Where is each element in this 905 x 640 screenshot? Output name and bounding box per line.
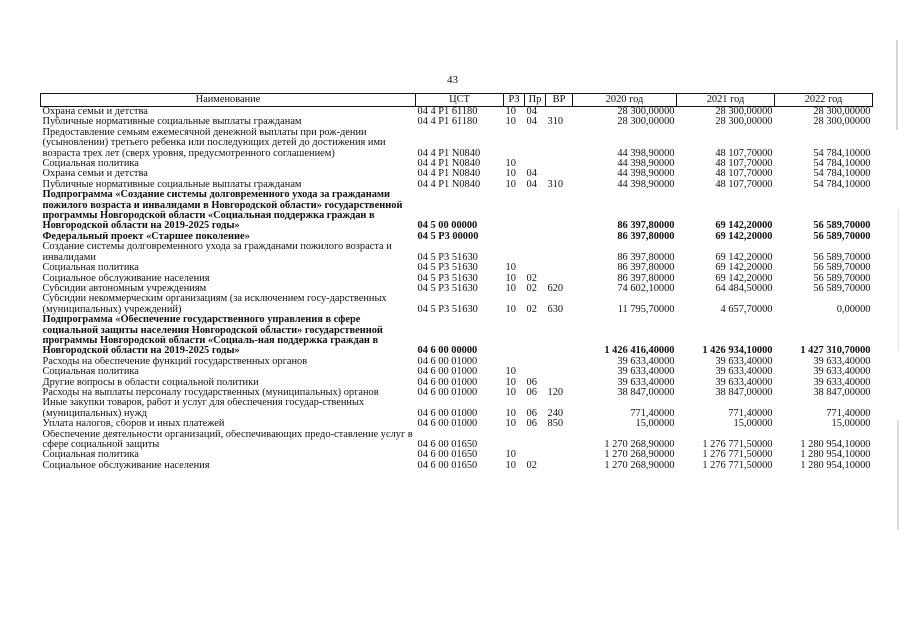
row-name: Расходы на выплаты персоналу государственных (муниципальных) органов: [42, 387, 379, 398]
budget-table-container: [40, 93, 872, 471]
row-rz: 10: [505, 387, 516, 398]
header-name: Наименование: [41, 94, 416, 107]
row-2021: 48 107,70000: [715, 159, 773, 170]
row-name: Социальное обслуживание населения: [42, 273, 210, 284]
scan-mark: [896, 40, 898, 130]
row-name: Публичные нормативные социальные выплаты гражданам: [42, 179, 302, 190]
row-2021: 39 633,40000: [715, 377, 773, 388]
row-2022: 771,40000: [826, 407, 871, 419]
row-cst: 04 6 00 01650: [417, 460, 478, 471]
row-2022: 28 300,00000: [813, 117, 871, 128]
row-cst: 04 5 P3 51630: [417, 273, 478, 284]
table-row: [41, 284, 873, 294]
row-pr: 04: [526, 169, 537, 180]
row-pr: 04: [526, 179, 537, 190]
row-name: Расходы на обеспечение функций государственных органов: [42, 356, 308, 367]
row-vr: [546, 315, 573, 357]
table-row: [41, 315, 873, 357]
row-cst: 04 6 00 01000: [417, 419, 478, 430]
table-row: [41, 378, 873, 388]
row-2022: 56 589,70000: [813, 251, 871, 263]
row-cst: 04 6 00 00000: [417, 345, 478, 357]
row-rz: [504, 190, 525, 232]
row-2021: 48 107,70000: [715, 179, 773, 190]
row-vr: [546, 190, 573, 232]
row-2021: 69 142,20000: [715, 273, 773, 284]
row-cst: 04 5 00 00000: [417, 220, 478, 232]
row-2022: 56 589,70000: [813, 263, 871, 274]
row-2022: 56 589,70000: [813, 273, 871, 284]
row-name: Охрана семьи и детства: [42, 106, 148, 117]
row-name: Подпрограмма «Обеспечение государственного управления в сфере социальной защиты населения Новгородской области» государственной программы Новгородской области «Социаль-ная поддержка граждан в Новгородской области на 2019-2025 годы»: [42, 315, 383, 357]
row-2020: 1 270 268,90000: [604, 439, 675, 450]
row-cst: 04 4 P1 61180: [417, 117, 478, 128]
row-2020: 1 270 268,90000: [604, 460, 675, 471]
row-2020: 28 300,00000: [617, 117, 675, 128]
row-vr: 310: [547, 117, 564, 128]
row-pr: [525, 315, 546, 357]
table-row: [41, 430, 873, 451]
row-rz: 10: [505, 303, 516, 315]
row-pr: [525, 367, 546, 377]
table-row: [41, 367, 873, 377]
row-pr: 02: [526, 303, 537, 315]
row-2021: 39 633,40000: [715, 356, 773, 367]
row-vr: [546, 378, 573, 388]
row-pr: [525, 232, 546, 242]
row-2021: 15,00000: [733, 419, 773, 430]
row-name: Федеральный проект «Старшее поколение»: [42, 231, 250, 242]
row-vr: [546, 461, 573, 471]
row-2020: 38 847,00000: [617, 387, 675, 398]
table-row: [41, 294, 873, 315]
row-rz: 10: [505, 407, 516, 419]
row-cst: 04 6 00 01650: [417, 439, 478, 450]
row-pr: 02: [526, 273, 537, 284]
row-rz: [504, 242, 525, 263]
row-cst: 04 5 P3 51630: [417, 263, 478, 274]
row-name: Обеспечение деятельности организаций, обеспечивающих предо-ставление услуг в сфере социальной защиты: [42, 429, 413, 450]
row-name: Социальная политика: [42, 263, 139, 274]
table-row: [41, 398, 873, 419]
row-2022: 54 784,10000: [813, 159, 871, 170]
table-row: [41, 180, 873, 190]
row-pr: [525, 242, 546, 263]
row-cst: 04 5 P3 51630: [417, 303, 478, 315]
row-name: Социальная политика: [42, 450, 139, 461]
row-2020: 39 633,40000: [617, 356, 675, 367]
row-2020: 86 397,80000: [617, 273, 675, 284]
row-rz: [504, 430, 525, 451]
row-2020: 44 398,90000: [617, 179, 675, 190]
row-2022: 54 784,10000: [813, 179, 871, 190]
row-2022: 1 427 310,70000: [800, 345, 871, 357]
row-2021: 1 426 934,10000: [702, 345, 773, 357]
row-name: Уплата налогов, сборов и иных платежей: [42, 419, 225, 430]
row-vr: [546, 263, 573, 273]
row-pr: [525, 430, 546, 451]
row-rz: 10: [505, 283, 516, 294]
table-row: [41, 461, 873, 471]
row-2022: 1 280 954,10000: [800, 460, 871, 471]
row-2020: 28 300,00000: [617, 106, 675, 117]
row-2022: 1 280 954,10000: [800, 450, 871, 461]
row-cst: 04 6 00 01000: [417, 367, 478, 378]
row-pr: [525, 263, 546, 273]
table-row: [41, 274, 873, 284]
row-cst: 04 4 P1 N0840: [417, 147, 481, 159]
row-2020: 771,40000: [630, 407, 675, 419]
row-2020: 39 633,40000: [617, 367, 675, 378]
row-rz: 10: [505, 159, 516, 170]
row-name: Социальное обслуживание населения: [42, 460, 210, 471]
row-rz: [504, 232, 525, 242]
row-cst: 04 4 P1 N0840: [417, 159, 481, 170]
row-cst: 04 4 P1 N0840: [417, 169, 481, 180]
header-vr: ВР: [546, 94, 573, 107]
table-row: [41, 263, 873, 273]
row-vr: [546, 107, 573, 118]
row-vr: 310: [547, 179, 564, 190]
row-rz: 10: [505, 419, 516, 430]
row-pr: 06: [526, 407, 537, 419]
row-pr: 02: [526, 460, 537, 471]
row-vr: [546, 274, 573, 284]
row-2021: 771,40000: [728, 407, 773, 419]
row-name: Подпрограмма «Создание системы долговременного ухода за гражданами пожилого возраста и инвалидами в Новгородской области» государственной программы Новгородской области «Социальная поддержка граждан в Новгородской области на 2019-2025 годы»: [42, 190, 403, 232]
row-2022: 28 300,00000: [813, 106, 871, 117]
row-2022: 39 633,40000: [813, 356, 871, 367]
row-2021: 64 484,50000: [715, 283, 773, 294]
row-pr: [525, 357, 546, 367]
row-pr: 02: [526, 283, 537, 294]
row-rz: [504, 357, 525, 367]
row-2022: 15,00000: [831, 419, 871, 430]
row-2022: 1 280 954,10000: [800, 439, 871, 450]
row-vr: 850: [547, 419, 564, 430]
scan-mark: [898, 210, 899, 350]
row-pr: [525, 128, 546, 159]
table-row: [41, 242, 873, 263]
row-vr: [546, 367, 573, 377]
row-pr: 04: [526, 117, 537, 128]
table-row: [41, 450, 873, 460]
row-name: Социальная политика: [42, 367, 139, 378]
table-body: [41, 107, 873, 472]
row-2022: 0,00000: [836, 303, 871, 315]
row-pr: 04: [526, 106, 537, 117]
row-2020: 86 397,80000: [617, 263, 675, 274]
row-2020: 86 397,80000: [617, 231, 675, 242]
row-2022: 38 847,00000: [813, 387, 871, 398]
row-cst: 04 6 00 01000: [417, 377, 478, 388]
row-2020: 15,00000: [635, 419, 675, 430]
table-row: [41, 169, 873, 179]
row-2020: 86 397,80000: [617, 251, 675, 263]
table-row: [41, 388, 873, 398]
row-name: Создание системы долговременного ухода за гражданами пожилого возраста и инвалидами: [42, 242, 392, 263]
row-vr: [546, 242, 573, 263]
row-rz: 10: [505, 367, 516, 378]
row-name: Социальная политика: [42, 159, 139, 170]
row-name: Иные закупки товаров, работ и услуг для обеспечения государ-ственных (муниципальных) нужд: [42, 398, 365, 419]
row-2022: 56 589,70000: [813, 283, 871, 294]
row-2021: 1 276 771,50000: [702, 460, 773, 471]
row-vr: [546, 357, 573, 367]
row-2020: 44 398,90000: [617, 169, 675, 180]
row-rz: 10: [505, 117, 516, 128]
row-name: Субсидии автономным учреждениям: [42, 283, 207, 294]
row-2022: 56 589,70000: [813, 220, 871, 232]
row-cst: 04 6 00 01000: [417, 356, 478, 367]
row-vr: [546, 159, 573, 169]
table-row: [41, 107, 873, 118]
row-name: Субсидии некоммерческим организациям (за исключением госу-дарственных (муниципальных) учреждений): [42, 294, 387, 315]
row-2020: 1 426 416,40000: [604, 345, 675, 357]
row-2021: 69 142,20000: [715, 220, 773, 232]
header-2022: 2022 год: [775, 94, 873, 107]
header-2021: 2021 год: [677, 94, 775, 107]
row-cst: 04 6 00 01000: [417, 407, 478, 419]
row-vr: [546, 430, 573, 451]
row-rz: 10: [505, 263, 516, 274]
row-vr: 620: [547, 283, 564, 294]
row-2021: 1 276 771,50000: [702, 439, 773, 450]
table-row: [41, 190, 873, 232]
row-rz: 10: [505, 169, 516, 180]
row-name: Публичные нормативные социальные выплаты гражданам: [42, 117, 302, 128]
row-2021: 4 657,70000: [720, 303, 773, 315]
row-cst: 04 4 P1 N0840: [417, 179, 481, 190]
row-pr: [525, 450, 546, 460]
row-2021: 48 107,70000: [715, 169, 773, 180]
row-2022: 54 784,10000: [813, 147, 871, 159]
row-2020: 11 795,70000: [617, 303, 675, 315]
row-2021: 69 142,20000: [715, 231, 773, 242]
header-cst: ЦСТ: [416, 94, 504, 107]
row-rz: [504, 128, 525, 159]
row-2021: 28 300,00000: [715, 117, 773, 128]
row-2020: 86 397,80000: [617, 220, 675, 232]
row-pr: 06: [526, 387, 537, 398]
row-pr: 06: [526, 419, 537, 430]
row-pr: [525, 190, 546, 232]
row-rz: 10: [505, 106, 516, 117]
row-2022: 56 589,70000: [813, 231, 871, 242]
row-2021: 39 633,40000: [715, 367, 773, 378]
row-2022: 39 633,40000: [813, 377, 871, 388]
table-row: [41, 419, 873, 429]
row-2021: 1 276 771,50000: [702, 450, 773, 461]
row-vr: [546, 232, 573, 242]
row-cst: 04 4 P1 61180: [417, 106, 478, 117]
row-cst: 04 5 P3 51630: [417, 283, 478, 294]
row-2022: 39 633,40000: [813, 367, 871, 378]
row-cst: 04 6 00 01000: [417, 387, 478, 398]
row-2021: 28 300,00000: [715, 106, 773, 117]
row-vr: 120: [547, 387, 564, 398]
row-rz: 10: [505, 179, 516, 190]
row-pr: 06: [526, 377, 537, 388]
row-rz: 10: [505, 377, 516, 388]
row-pr: [525, 159, 546, 169]
table-row: [41, 232, 873, 242]
row-2022: 54 784,10000: [813, 169, 871, 180]
row-2021: 48 107,70000: [715, 147, 773, 159]
table-row: [41, 128, 873, 159]
table-header-row: [41, 94, 873, 107]
row-cst: 04 5 P3 00000: [417, 231, 479, 242]
row-2020: 74 602,10000: [617, 283, 675, 294]
row-2021: 69 142,20000: [715, 251, 773, 263]
row-name: Другие вопросы в области социальной политики: [42, 377, 259, 388]
row-vr: [546, 169, 573, 179]
row-2020: 44 398,90000: [617, 147, 675, 159]
page-number: 43: [447, 74, 458, 86]
row-rz: 10: [505, 450, 516, 461]
row-name: Охрана семьи и детства: [42, 169, 148, 180]
budget-table: [40, 93, 873, 471]
row-rz: 10: [505, 273, 516, 284]
row-2020: 39 633,40000: [617, 377, 675, 388]
row-vr: 240: [547, 407, 564, 419]
row-vr: 630: [547, 303, 564, 315]
row-vr: [546, 128, 573, 159]
row-2020: 44 398,90000: [617, 159, 675, 170]
scan-mark: [897, 420, 899, 530]
row-vr: [546, 450, 573, 460]
row-cst: 04 5 P3 51630: [417, 251, 478, 263]
row-cst: 04 6 00 01650: [417, 450, 478, 461]
header-pr: Пр: [525, 94, 546, 107]
table-row: [41, 117, 873, 127]
row-rz: 10: [505, 460, 516, 471]
header-2020: 2020 год: [573, 94, 677, 107]
row-2021: 69 142,20000: [715, 263, 773, 274]
row-name: Предоставление семьям ежемесячной денежной выплаты при рож-дении (усыновлении) третьего ребенка или последующих детей до достижения ими возраста трех лет (сверх уровня, предусмотренного соглашением): [42, 127, 386, 159]
table-row: [41, 357, 873, 367]
row-2020: 1 270 268,90000: [604, 450, 675, 461]
row-2021: 38 847,00000: [715, 387, 773, 398]
header-rz: РЗ: [504, 94, 525, 107]
table-row: [41, 159, 873, 169]
row-rz: [504, 315, 525, 357]
